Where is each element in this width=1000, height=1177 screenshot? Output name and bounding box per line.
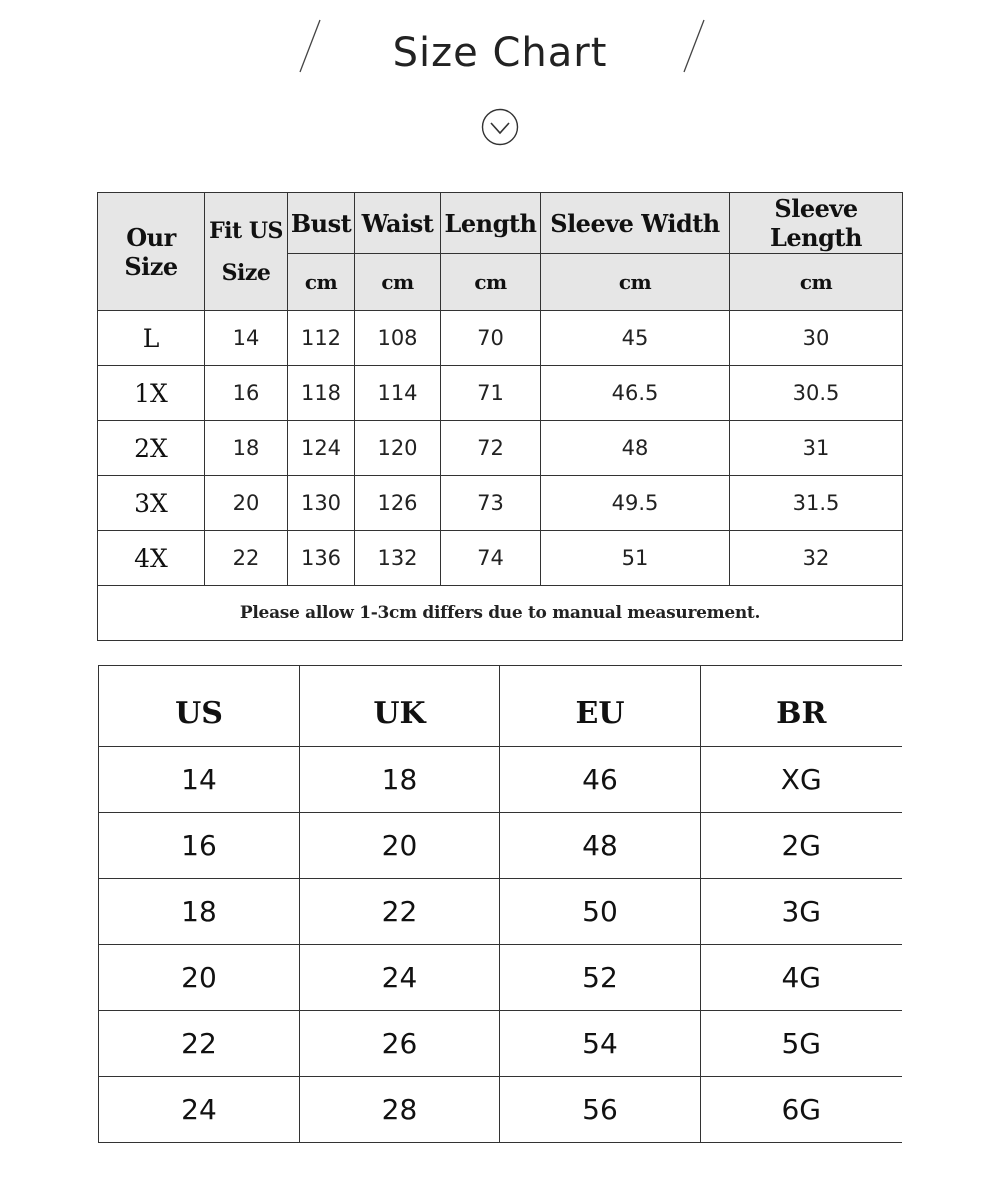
size-label-cell: L [98, 311, 205, 366]
table-cell: 22 [205, 531, 288, 586]
table-cell: 20 [300, 813, 500, 879]
table-cell: 50 [500, 879, 701, 945]
table-cell: 2G [701, 813, 902, 879]
header-sleeve-length: Sleeve Length [730, 193, 903, 254]
table-cell: 26 [300, 1011, 500, 1077]
size-label-cell: 4X [98, 531, 205, 586]
header-fit-us-line1: Fit US [209, 217, 283, 244]
header-uk: UK [300, 666, 500, 747]
conversion-table-body [99, 747, 902, 1143]
table-cell: 71 [441, 366, 541, 421]
table-cell: 6G [701, 1077, 902, 1143]
table-cell: 126 [355, 476, 441, 531]
table-row [99, 1011, 902, 1077]
table-cell: 56 [500, 1077, 701, 1143]
table-cell: 114 [355, 366, 441, 421]
table-row [99, 747, 902, 813]
chevron-down-circle-icon[interactable] [481, 108, 519, 146]
unit-cell: cm [541, 254, 730, 311]
table-cell: 14 [99, 747, 300, 813]
header-us: US [99, 666, 300, 747]
table-row [99, 1077, 902, 1143]
table-cell: 18 [300, 747, 500, 813]
table-cell: 22 [99, 1011, 300, 1077]
table-cell: 28 [300, 1077, 500, 1143]
table-cell: 16 [205, 366, 288, 421]
table-cell: 31 [730, 421, 903, 476]
table-row [99, 879, 902, 945]
table-row [98, 421, 903, 476]
table-cell: 45 [541, 311, 730, 366]
table-cell: 5G [701, 1011, 902, 1077]
table-cell: 20 [205, 476, 288, 531]
title-section [0, 0, 1000, 160]
table-row [99, 813, 902, 879]
table-row [98, 311, 903, 366]
table-row [98, 366, 903, 421]
table-cell: XG [701, 747, 902, 813]
table-cell: 48 [541, 421, 730, 476]
unit-cell: cm [355, 254, 441, 311]
size-table [97, 192, 903, 641]
slash-icon [682, 18, 706, 74]
table-cell: 18 [99, 879, 300, 945]
unit-cell: cm [441, 254, 541, 311]
table-cell: 73 [441, 476, 541, 531]
table-cell: 54 [500, 1011, 701, 1077]
size-label-cell: 2X [98, 421, 205, 476]
table-cell: 46.5 [541, 366, 730, 421]
header-length: Length [441, 193, 541, 254]
table-cell: 24 [300, 945, 500, 1011]
table-cell: 112 [288, 311, 355, 366]
table-cell: 24 [99, 1077, 300, 1143]
header-sleeve-width: Sleeve Width [541, 193, 730, 254]
table-cell: 72 [441, 421, 541, 476]
table-cell: 16 [99, 813, 300, 879]
unit-cell: cm [730, 254, 903, 311]
table-cell: 51 [541, 531, 730, 586]
table-cell: 130 [288, 476, 355, 531]
table-cell: 14 [205, 311, 288, 366]
header-bust: Bust [288, 193, 355, 254]
table-cell: 22 [300, 879, 500, 945]
table-cell: 32 [730, 531, 903, 586]
table-cell: 48 [500, 813, 701, 879]
header-br: BR [701, 666, 902, 747]
table-row [99, 945, 902, 1011]
table-cell: 46 [500, 747, 701, 813]
page-title: Size Chart [392, 30, 608, 76]
header-fit-us-line2: Size [221, 259, 271, 286]
conversion-table [98, 665, 902, 1143]
header-waist: Waist [355, 193, 441, 254]
table-cell: 120 [355, 421, 441, 476]
table-cell: 30 [730, 311, 903, 366]
header-our-size: Our Size [98, 193, 205, 311]
table-cell: 118 [288, 366, 355, 421]
table-cell: 74 [441, 531, 541, 586]
table-cell: 136 [288, 531, 355, 586]
header-fit-us-size [205, 193, 288, 311]
table-cell: 49.5 [541, 476, 730, 531]
table-row [98, 531, 903, 586]
table-cell: 18 [205, 421, 288, 476]
table-cell: 20 [99, 945, 300, 1011]
table-cell: 70 [441, 311, 541, 366]
size-table-body [98, 311, 903, 586]
table-cell: 3G [701, 879, 902, 945]
header-eu: EU [500, 666, 701, 747]
table-cell: 4G [701, 945, 902, 1011]
table-cell: 108 [355, 311, 441, 366]
size-label-cell: 3X [98, 476, 205, 531]
size-label-cell: 1X [98, 366, 205, 421]
table-row [98, 476, 903, 531]
measurement-note: Please allow 1-3cm differs due to manual measurement. [98, 586, 903, 641]
unit-cell: cm [288, 254, 355, 311]
table-cell: 52 [500, 945, 701, 1011]
table-cell: 30.5 [730, 366, 903, 421]
table-cell: 31.5 [730, 476, 903, 531]
table-cell: 132 [355, 531, 441, 586]
table-cell: 124 [288, 421, 355, 476]
